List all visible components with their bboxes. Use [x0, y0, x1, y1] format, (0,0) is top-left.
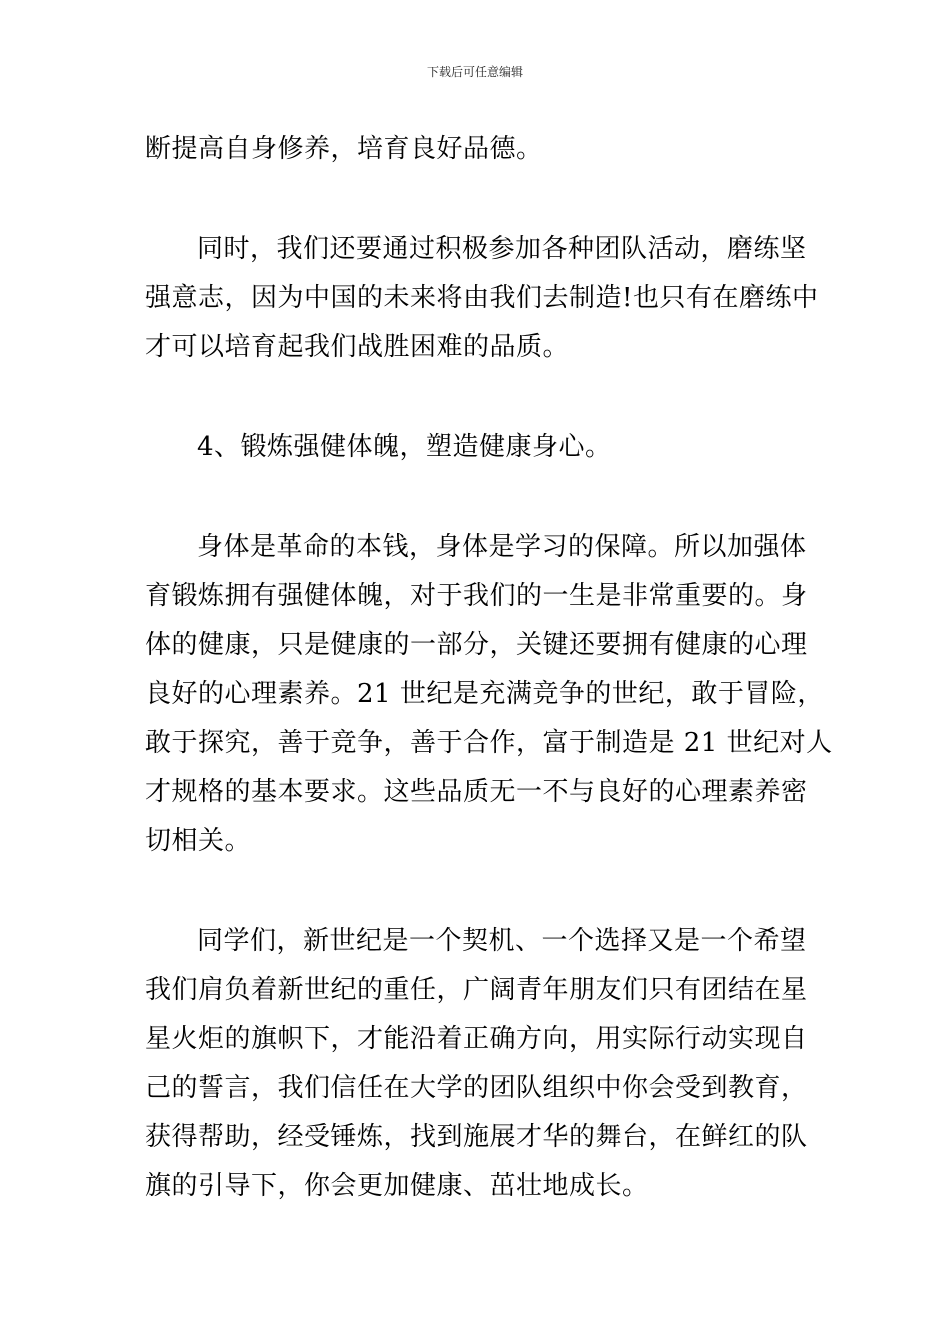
text-line: 身体是革命的本钱，身体是学习的保障。所以加强体 [197, 532, 807, 562]
text-line: 育锻炼拥有强健体魄，对于我们的一生是非常重要的。身 [145, 581, 808, 611]
text-line: 才规格的基本要求。这些品质无一不与良好的心理素养密 [145, 777, 808, 807]
text-line: 星火炬的旗帜下，才能沿着正确方向，用实际行动实现自 [145, 1024, 808, 1054]
section-heading: 4、锻炼强健体魄，塑造健康身心。 [197, 432, 612, 462]
text-line: 同学们，新世纪是一个契机、一个选择又是一个希望 [197, 926, 807, 956]
text-line: 己的誓言，我们信任在大学的团队组织中你会受到教育， [145, 1073, 808, 1103]
text-line: 同时，我们还要通过积极参加各种团队活动，磨练坚 [197, 234, 807, 264]
text-line: 强意志，因为中国的未来将由我们去制造!也只有在磨练中 [145, 283, 819, 313]
page-header: 下载后可任意编辑 [426, 65, 523, 79]
text-line: 良好的心理素养。21 世纪是充满竞争的世纪，敢于冒险， [145, 679, 824, 709]
text-line: 我们肩负着新世纪的重任，广阔青年朋友们只有团结在星 [145, 975, 808, 1005]
text-line: 体的健康，只是健康的一部分，关键还要拥有健康的心理 [145, 630, 808, 660]
text-line: 获得帮助，经受锤炼，找到施展才华的舞台，在鲜红的队 [145, 1122, 808, 1152]
text-line: 切相关。 [145, 826, 252, 856]
text-line: 才可以培育起我们战胜困难的品质。 [145, 332, 570, 362]
text-line: 断提高自身修养，培育良好品德。 [145, 134, 543, 164]
text-line: 旗的引导下，你会更加健康、茁壮地成长。 [145, 1171, 649, 1201]
text-line: 敢于探究，善于竞争，善于合作，富于制造是 21 世纪对人 [145, 728, 833, 758]
